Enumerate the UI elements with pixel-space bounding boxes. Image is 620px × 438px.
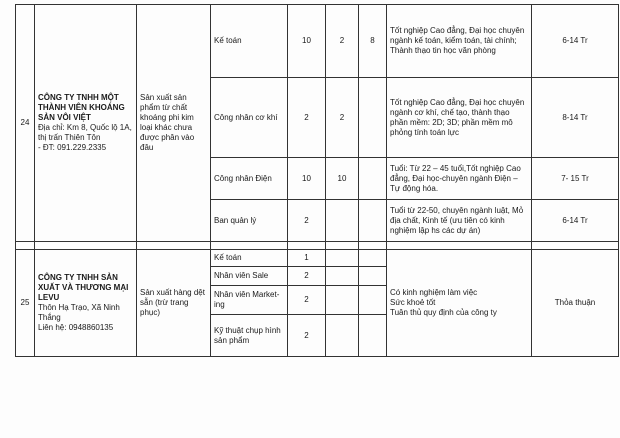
position-salary: 8-14 Tr [532, 78, 619, 158]
position-col3 [359, 200, 387, 242]
position-count: 2 [288, 200, 326, 242]
position-col2: 10 [326, 158, 359, 200]
company-phone: - ĐT: 091.229.2335 [38, 143, 107, 152]
table-row [16, 250, 619, 267]
position-requirement: Tốt nghiệp Cao đẳng, Đại học chuyên ngành kế toán, kiểm toán, tài chính; Thành thạo tin học văn phòng [387, 5, 532, 78]
position-count: 10 [288, 158, 326, 200]
position-count: 2 [288, 286, 326, 315]
position-col3: 8 [359, 5, 387, 78]
position-requirement: Tốt nghiệp Cao đẳng, Đại học chuyên ngành cơ khí, chế tạo, thành thạo phần mềm: 2D; 3D; phần mềm mô phỏng tính toán lực [387, 78, 532, 158]
position-salary: Thỏa thuận [532, 250, 619, 357]
row-number: 24 [16, 5, 35, 242]
company-name: CÔNG TY TNHH SẢN XUẤT VÀ THƯƠNG MẠI LEVU [38, 273, 129, 302]
position-col2 [326, 200, 359, 242]
position-col2: 2 [326, 5, 359, 78]
position-count: 2 [288, 78, 326, 158]
position-count: 1 [288, 250, 326, 267]
position-title: Kế toán [211, 250, 288, 267]
company-info [35, 5, 137, 242]
business-line: Sản xuất hàng dệt sẵn (trừ trang phục) [137, 250, 211, 357]
position-count: 2 [288, 315, 326, 357]
position-count: 10 [288, 5, 326, 78]
business-line: Sản xuất sản phẩm từ chất khoáng phi kim loại khác chưa được phân vào đâu [137, 5, 211, 242]
position-salary: 6-14 Tr [532, 200, 619, 242]
position-col3 [359, 158, 387, 200]
position-count: 2 [288, 267, 326, 286]
position-title: Ban quản lý [211, 200, 288, 242]
company-address: Thôn Hạ Trạo, Xã Ninh Thắng [38, 303, 120, 322]
table-row [16, 5, 619, 78]
position-title: Nhân viên Market-ing [211, 286, 288, 315]
row-number: 25 [16, 250, 35, 357]
position-title: Nhân viên Sale [211, 267, 288, 286]
company-info [35, 250, 137, 357]
company-name: CÔNG TY TNHH MỘT THÀNH VIÊN KHOÁNG SẢN VÔI VIỆT [38, 93, 125, 122]
position-salary: 6-14 Tr [532, 5, 619, 78]
company-phone: Liên hệ: 0948860135 [38, 323, 114, 332]
position-col3 [359, 78, 387, 158]
spacer-row [16, 242, 619, 250]
position-col2: 2 [326, 78, 359, 158]
position-salary: 7- 15 Tr [532, 158, 619, 200]
position-requirement: Tuổi: Từ 22 – 45 tuổi,Tốt nghiệp Cao đẳng, Đại học-chuyên ngành Điện – Tự động hóa. [387, 158, 532, 200]
position-title: Công nhân cơ khí [211, 78, 288, 158]
position-title: Kỹ thuật chụp hình sản phẩm [211, 315, 288, 357]
company-address: Địa chỉ: Km 8, Quốc lộ 1A, thị trấn Thiên Tôn [38, 123, 132, 142]
position-requirement: Tuổi từ 22-50, chuyên ngành luật, Mỏ địa chất, Kinh tế (ưu tiên có kinh nghiệm lập hs các dự án) [387, 200, 532, 242]
position-title: Công nhân Điện [211, 158, 288, 200]
position-title: Kế toán [211, 5, 288, 78]
position-requirement: Có kinh nghiệm làm việc Sức khoẻ tốt Tuân thủ quy định của công ty [387, 250, 532, 357]
job-listing-table [15, 4, 619, 357]
